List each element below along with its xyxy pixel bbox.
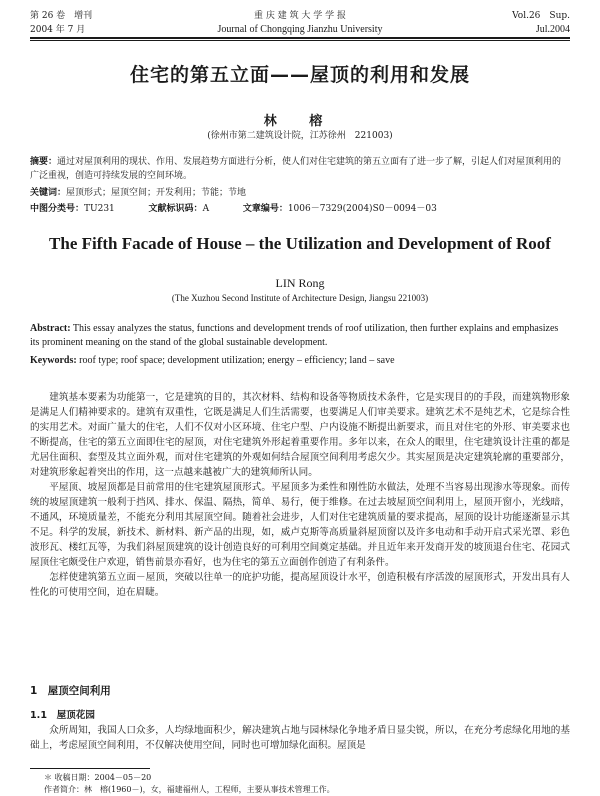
body-paragraph-2: 平屋顶、坡屋顶都是目前常用的住宅建筑屋顶形式。平屋顶多为柔性和刚性防水做法，处理不当容易出现渗水等现象。而传统的坡屋顶建筑一般利于挡风、排水、保温、隔热，简单、易行，便于维修。在过去坡屋顶空间利用上，屋顶开窗小，光线暗，不通风，环境质量差，不能充分利用其屋顶空间。随着社会进步，人们对住宅建筑质量的要求提高，屋顶的设计功能逐渐显示其不足。科学的发展，新技术、新材料、新产品的出现，如，威卢克斯等高质量斜屋顶窗以及许多电动和手动开启式采光罩、彩色波形瓦、楼红瓦等，为我们斜屋顶建筑的设计创造良好的可利用空间奠定基础。并且近年来开发商开发的坡顶退台住宅、花园式屋顶住宅颇受住户欢迎，销售前景亦看好，也为住宅的第五立面创作创造了有利条件。 — [30, 482, 570, 568]
affiliation-cn: (徐州市第二建筑设计院，江苏徐州 221003) — [207, 131, 393, 141]
author-en: LIN Rong — [275, 276, 325, 290]
body-intro — [30, 390, 570, 600]
header-volume-en: Vol.26 Sup. — [512, 11, 570, 21]
body-paragraph-1: 建筑基本要素为功能第一，它是建筑的目的，其次材料、结构和设备等物质技术条件，它是实现目的的手段，而建筑物形象是满足人们精神要求的。建筑有双重性，它既是满足人们生活需要，也要满足人们审美要求。建筑艺术不是纯艺术，它是综合性的实用艺术。对面广量大的住宅，人们不仅对小区环境、住宅户型、户内设施不断提出新要求，而且对住宅的外形、审美要求也不断提高，住宅的第五立面即住宅的屋顶，对住宅建筑外形起着重要作用。多年以来，在众人的眼里，住宅建筑设计注重的都是尤居住面积、套型及其立面外观，而对住宅建筑的外观如何结合屋顶空间利用考虑欠少。其实屋顶是决定建筑轮廓的重要部分，对建筑形象起着突出的作用，这一点越来越被广大的建筑师所认同。 — [30, 392, 570, 478]
keywords-en — [30, 354, 570, 368]
abstract-cn-text: 通过对屋顶利用的现状、作用、发展趋势方面进行分析，使人们对住宅建筑的第五立面有了进一步了解，引起人们对屋顶利用的广泛重视，创造可持续发展的空间环境。 — [30, 157, 562, 181]
abstract-en-label: Abstract: — [30, 323, 71, 334]
header-volume-cn: 第 26 卷 增刊 — [30, 11, 93, 21]
body-paragraph-3: 怎样使建筑第五立面－屋顶，突破以往单一的庇护功能，提高屋顶设计水平，创造积极有序活泼的屋顶形式，开发出具有人性化的可使用空间，迫在眉睫。 — [30, 572, 570, 598]
abstract-en-text: This essay analyzes the status, functions and development trends of roof utilization, then further explains and emphasizes its prominent meaning on the stand of the global sustainable development. — [30, 323, 559, 348]
abstract-cn-label: 摘要： — [30, 157, 58, 167]
title-en: The Fifth Facade of House – the Utilization and Development of Roof — [49, 234, 551, 253]
keywords-cn-text: 屋顶形式；屋顶空间；开发利用；节能；节地 — [66, 188, 247, 198]
header-date-cn: 2004 年 7 月 — [30, 25, 86, 35]
footnote-received: ＊ 收稿日期：2004－05－20 — [44, 773, 152, 782]
footnote-rule — [30, 768, 150, 769]
abstract-cn — [30, 155, 570, 183]
abstract-en — [30, 322, 570, 350]
footnote-author-bio: 作者简介：林 榕(1960－)，女，福建福州人，工程师，主要从事技术管理工作。 — [44, 785, 335, 794]
body-paragraph-4: 众所周知，我国人口众多，人均绿地面积少，解决建筑占地与园林绿化争地矛盾日显尖锐，所以，在充分考虑绿化用地的基础上，考虑屋顶空间利用，不仅解决使用空间，同时也可增加绿化面积。屋顶是 — [30, 725, 570, 751]
article-label: 文章编号： — [242, 204, 288, 214]
keywords-en-text: roof type; roof space; development utilization; energy – efficiency; land – save — [79, 355, 395, 366]
header-rule-thin — [30, 40, 570, 41]
title-cn: 住宅的第五立面——屋顶的利用和发展 — [129, 64, 470, 86]
header-date-en: Jul.2004 — [535, 24, 570, 35]
keywords-en-label: Keywords: — [30, 355, 77, 366]
author-cn: 林 榕 — [263, 114, 337, 129]
keywords-cn — [30, 186, 570, 200]
classification-line — [30, 202, 570, 216]
section-heading-1: 1 屋顶空间利用 — [30, 685, 111, 697]
affiliation-en: (The Xuzhou Second Institute of Architecture Design, Jiangsu 221003) — [171, 293, 429, 303]
header-rule-thick — [30, 37, 570, 39]
header-journal-en: Journal of Chongqing Jianzhu University — [217, 24, 383, 35]
header-journal-cn: 重 庆 建 筑 大 学 学 报 — [253, 11, 347, 21]
doc-value: A — [202, 204, 210, 214]
clc-value: TU231 — [84, 204, 115, 214]
body-section-1-1 — [30, 723, 570, 753]
keywords-cn-label: 关键词： — [30, 188, 67, 198]
clc-label: 中图分类号： — [30, 204, 85, 214]
section-heading-1-1: 1.1 屋顶花园 — [30, 710, 95, 721]
doc-label: 文献标识码： — [148, 204, 203, 214]
article-value: 1006－7329(2004)S0－0094－03 — [287, 204, 437, 214]
